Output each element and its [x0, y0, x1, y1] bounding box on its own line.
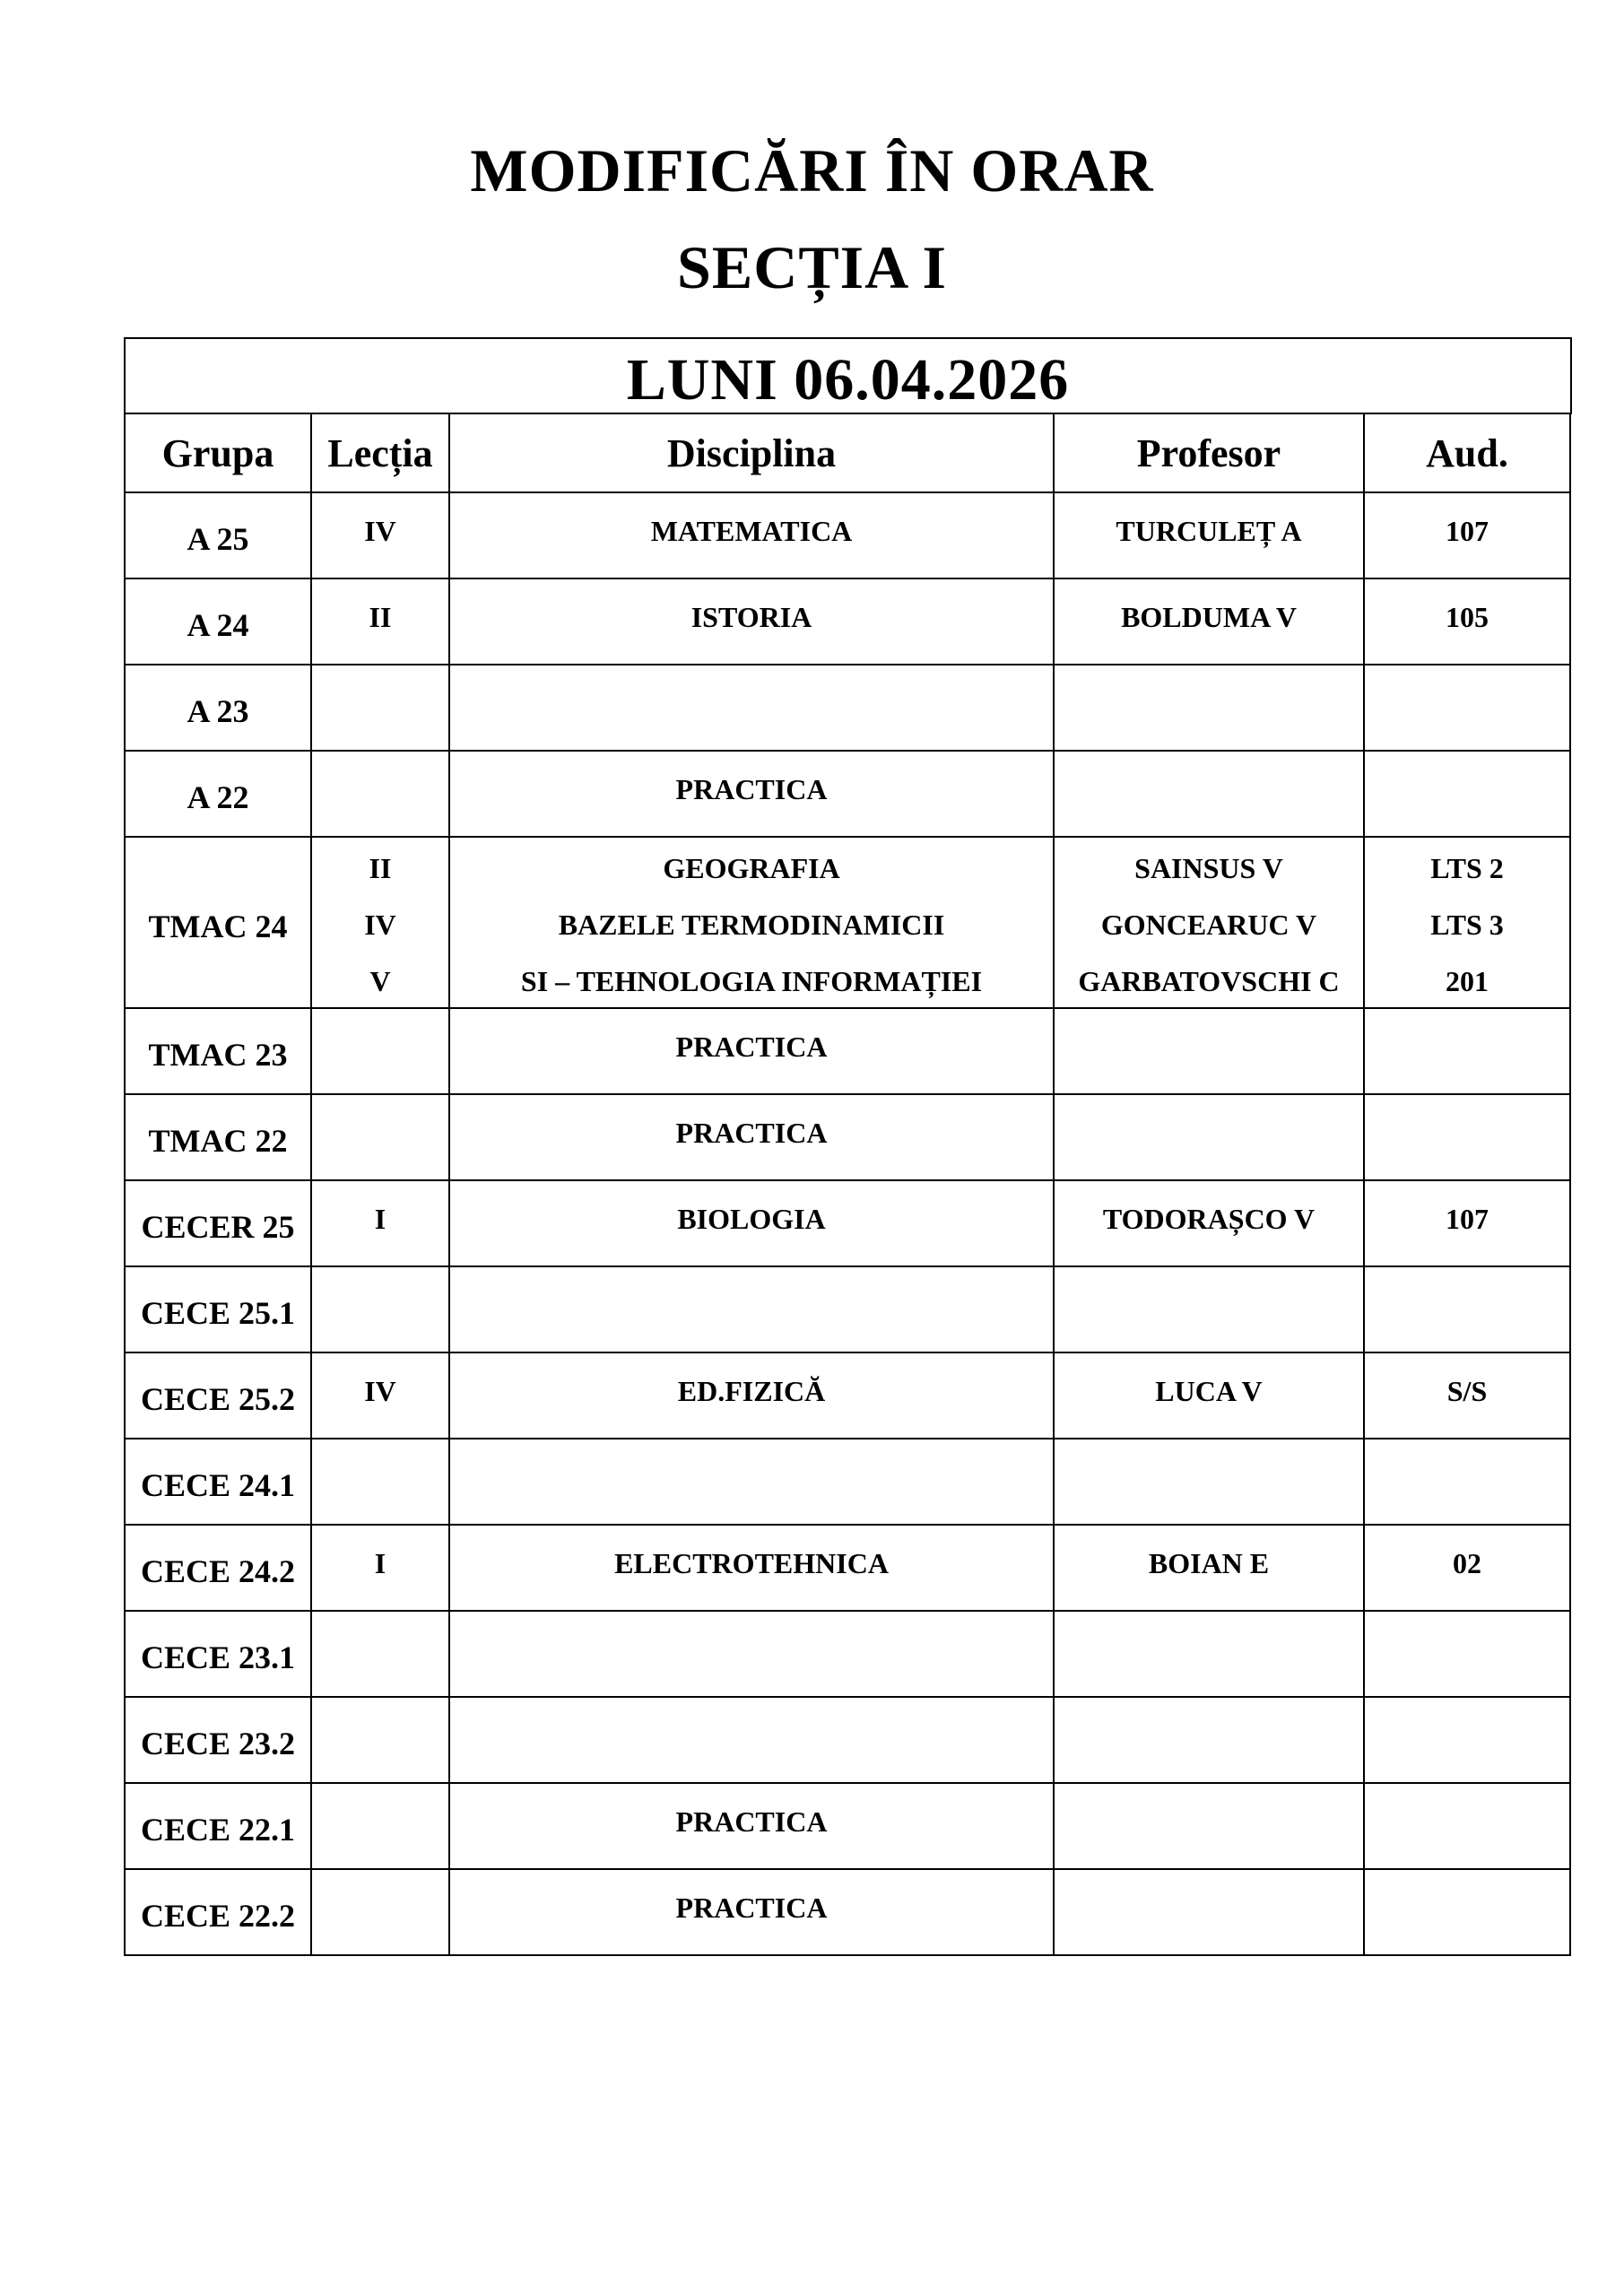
cell-disciplina [449, 1869, 1054, 1955]
cell-grupa: CECE 23.1 [125, 1611, 311, 1697]
profesor-value [1055, 665, 1363, 728]
cell-aud [1364, 1783, 1570, 1869]
cell-lectia [311, 1094, 449, 1180]
cell-lectia [311, 665, 449, 751]
aud-value [1365, 1612, 1569, 1674]
disciplina-value: PRACTICA [675, 1892, 828, 1924]
profesor-value: TURCULEȚ A [1116, 515, 1302, 547]
cell-profesor [1054, 1611, 1364, 1697]
cell-disciplina [449, 1008, 1054, 1094]
cell-lectia [311, 1180, 449, 1266]
cell-lectia [311, 1266, 449, 1352]
cell-aud [1364, 1697, 1570, 1783]
disciplina-value: PRACTICA [675, 773, 828, 805]
cell-disciplina [449, 1697, 1054, 1783]
lectia-value [312, 1267, 448, 1330]
disciplina-value: PRACTICA [675, 1805, 828, 1838]
aud-value [1365, 1439, 1569, 1502]
lectia-value [312, 1095, 448, 1158]
cell-aud [1364, 1352, 1570, 1439]
table-row [125, 665, 1570, 751]
cell-disciplina [449, 1611, 1054, 1697]
lectia-value [312, 1784, 448, 1847]
cell-grupa: CECE 23.2 [125, 1697, 311, 1783]
cell-disciplina [449, 1094, 1054, 1180]
aud-value: S/S [1446, 1375, 1488, 1407]
cell-lectia [311, 1611, 449, 1697]
cell-grupa: TMAC 22 [125, 1094, 311, 1180]
disciplina-value: BAZELE TERMODINAMICII [558, 909, 945, 941]
table-row [125, 1439, 1570, 1525]
cell-aud [1364, 1266, 1570, 1352]
header-row [125, 413, 1570, 492]
cell-profesor [1054, 1439, 1364, 1525]
table-row [125, 751, 1570, 837]
aud-value [1365, 1009, 1569, 1072]
lectia-value [312, 1698, 448, 1761]
cell-grupa: CECE 22.1 [125, 1783, 311, 1869]
lectia-value [312, 665, 448, 728]
profesor-value: BOLDUMA V [1121, 601, 1297, 633]
cell-grupa: TMAC 24 [125, 837, 311, 1008]
aud-value [1365, 1870, 1569, 1933]
aud-value: 107 [1446, 1203, 1489, 1235]
table-row [125, 492, 1570, 578]
cell-disciplina [449, 492, 1054, 578]
table-row [125, 1094, 1570, 1180]
lectia-value: I [374, 1547, 386, 1579]
cell-profesor [1054, 1008, 1364, 1094]
cell-profesor [1054, 1266, 1364, 1352]
cell-disciplina [449, 1525, 1054, 1611]
cell-aud [1364, 1094, 1570, 1180]
cell-profesor [1054, 578, 1364, 665]
cell-aud [1364, 665, 1570, 751]
cell-profesor [1054, 1697, 1364, 1783]
profesor-value: BOIAN E [1148, 1547, 1270, 1579]
lectia-value: V [369, 965, 391, 997]
profesor-value: TODORAȘCO V [1102, 1203, 1316, 1235]
cell-aud [1364, 751, 1570, 837]
profesor-value: LUCA V [1155, 1375, 1263, 1407]
disciplina-value: GEOGRAFIA [663, 852, 840, 884]
cell-lectia [311, 1697, 449, 1783]
aud-value [1365, 665, 1569, 728]
disciplina-value: MATEMATICA [650, 515, 853, 547]
profesor-value [1055, 1698, 1363, 1761]
cell-disciplina [449, 578, 1054, 665]
table-row [125, 1180, 1570, 1266]
cell-profesor [1054, 492, 1364, 578]
cell-lectia [311, 1352, 449, 1439]
col-header-grupa: Grupa [125, 413, 311, 492]
lectia-value: I [374, 1203, 386, 1235]
cell-grupa: CECER 25 [125, 1180, 311, 1266]
aud-value [1365, 1698, 1569, 1761]
aud-value [1365, 1095, 1569, 1158]
disciplina-value: SI – TEHNOLOGIA INFORMAȚIEI [520, 965, 983, 997]
cell-disciplina [449, 1266, 1054, 1352]
disciplina-value: ELECTROTEHNICA [614, 1547, 889, 1579]
table-row [125, 1266, 1570, 1352]
cell-aud [1364, 492, 1570, 578]
cell-profesor [1054, 1869, 1364, 1955]
lectia-value [312, 1870, 448, 1933]
lectia-value [312, 1439, 448, 1502]
aud-value: 107 [1446, 515, 1489, 547]
cell-profesor [1054, 1180, 1364, 1266]
table-row [125, 1352, 1570, 1439]
lectia-value: IV [364, 909, 396, 941]
lectia-value: II [369, 852, 392, 884]
profesor-value [1055, 1009, 1363, 1072]
cell-lectia [311, 492, 449, 578]
profesor-value [1055, 1095, 1363, 1158]
table-row [125, 1869, 1570, 1955]
aud-value: 201 [1446, 965, 1489, 997]
table-row [125, 837, 1570, 1008]
cell-lectia [311, 1525, 449, 1611]
cell-profesor [1054, 1783, 1364, 1869]
col-header-aud: Aud. [1364, 413, 1570, 492]
table-row [125, 1783, 1570, 1869]
cell-aud [1364, 1611, 1570, 1697]
profesor-value [1055, 752, 1363, 814]
lectia-value: II [369, 601, 392, 633]
cell-grupa: CECE 24.1 [125, 1439, 311, 1525]
cell-profesor [1054, 1525, 1364, 1611]
profesor-value [1055, 1267, 1363, 1330]
aud-value [1365, 1267, 1569, 1330]
cell-lectia [311, 1439, 449, 1525]
aud-value [1365, 752, 1569, 814]
cell-aud [1364, 837, 1570, 1008]
cell-profesor [1054, 837, 1364, 1008]
cell-lectia [311, 1008, 449, 1094]
lectia-value [312, 1009, 448, 1072]
cell-lectia [311, 751, 449, 837]
aud-value: LTS 2 [1430, 852, 1504, 884]
cell-lectia [311, 1869, 449, 1955]
cell-aud [1364, 1869, 1570, 1955]
cell-disciplina [449, 1352, 1054, 1439]
cell-grupa: A 24 [125, 578, 311, 665]
cell-lectia [311, 578, 449, 665]
cell-grupa: A 23 [125, 665, 311, 751]
cell-profesor [1054, 1094, 1364, 1180]
page-title: MODIFICĂRI ÎN ORAR [470, 136, 1154, 204]
disciplina-value [450, 665, 1053, 728]
profesor-value [1055, 1439, 1363, 1502]
table-row [125, 1697, 1570, 1783]
cell-disciplina [449, 1180, 1054, 1266]
cell-disciplina [449, 1783, 1054, 1869]
cell-profesor [1054, 751, 1364, 837]
lectia-value: IV [364, 515, 396, 547]
cell-grupa: A 22 [125, 751, 311, 837]
disciplina-value: BIOLOGIA [677, 1203, 826, 1235]
cell-grupa: CECE 22.2 [125, 1869, 311, 1955]
day-header: LUNI 06.04.2026 [124, 337, 1572, 414]
profesor-value [1055, 1612, 1363, 1674]
cell-grupa: CECE 24.2 [125, 1525, 311, 1611]
cell-aud [1364, 578, 1570, 665]
table-row [125, 1525, 1570, 1611]
cell-grupa: CECE 25.2 [125, 1352, 311, 1439]
cell-aud [1364, 1525, 1570, 1611]
col-header-lectia: Lecția [311, 413, 449, 492]
col-header-profesor: Profesor [1054, 413, 1364, 492]
profesor-value: GARBATOVSCHI C [1078, 965, 1340, 997]
cell-disciplina [449, 665, 1054, 751]
table-row [125, 1611, 1570, 1697]
aud-value [1365, 1784, 1569, 1847]
cell-disciplina [449, 1439, 1054, 1525]
cell-profesor [1054, 665, 1364, 751]
cell-lectia [311, 1783, 449, 1869]
profesor-value [1055, 1870, 1363, 1933]
disciplina-value [450, 1698, 1053, 1761]
section-title: SECȚIA I [677, 233, 947, 301]
cell-aud [1364, 1180, 1570, 1266]
profesor-value: GONCEARUC V [1100, 909, 1317, 941]
disciplina-value: ISTORIA [690, 601, 812, 633]
lectia-value: IV [364, 1375, 396, 1407]
cell-grupa: TMAC 23 [125, 1008, 311, 1094]
profesor-value [1055, 1784, 1363, 1847]
cell-lectia [311, 837, 449, 1008]
cell-disciplina [449, 751, 1054, 837]
schedule-body [125, 492, 1570, 1955]
disciplina-value: ED.FIZICĂ [677, 1375, 826, 1407]
disciplina-value: PRACTICA [675, 1117, 828, 1149]
cell-aud [1364, 1439, 1570, 1525]
aud-value: 02 [1453, 1547, 1481, 1579]
disciplina-value [450, 1439, 1053, 1502]
profesor-value: SAINSUS V [1134, 852, 1283, 884]
col-header-disciplina: Disciplina [449, 413, 1054, 492]
aud-value: LTS 3 [1430, 909, 1504, 941]
cell-aud [1364, 1008, 1570, 1094]
schedule-table [124, 413, 1571, 1956]
aud-value: 105 [1446, 601, 1489, 633]
cell-profesor [1054, 1352, 1364, 1439]
cell-grupa: CECE 25.1 [125, 1266, 311, 1352]
table-row [125, 1008, 1570, 1094]
disciplina-value [450, 1612, 1053, 1674]
lectia-value [312, 1612, 448, 1674]
lectia-value [312, 752, 448, 814]
disciplina-value [450, 1267, 1053, 1330]
cell-disciplina [449, 837, 1054, 1008]
table-row [125, 578, 1570, 665]
cell-grupa: A 25 [125, 492, 311, 578]
disciplina-value: PRACTICA [675, 1031, 828, 1063]
